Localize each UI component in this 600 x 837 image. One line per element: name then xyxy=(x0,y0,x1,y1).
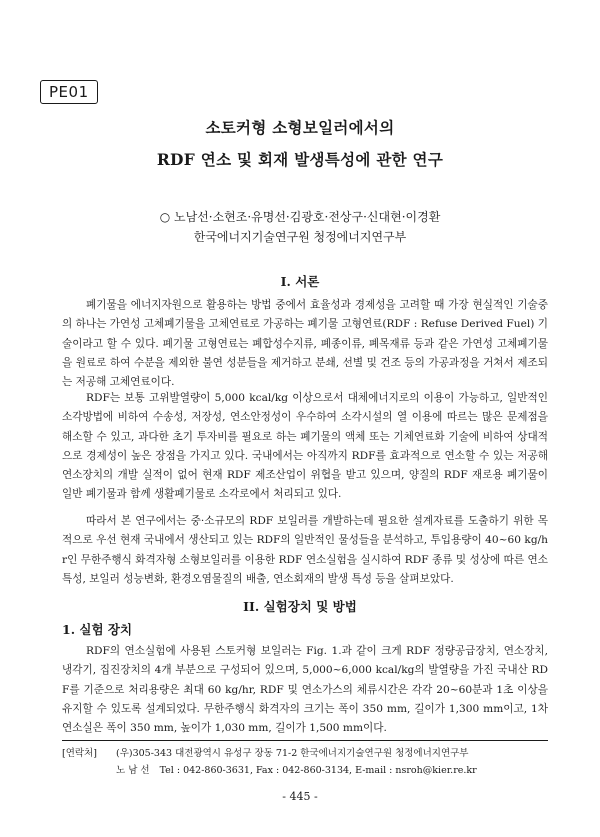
section-heading-introduction: I. 서론 xyxy=(280,274,320,289)
contact-line-2 xyxy=(62,763,548,778)
section-heading-methods: II. 실험장치 및 방법 xyxy=(243,599,357,614)
contact-name: 노 남 선 xyxy=(116,765,150,776)
subsection-heading-apparatus: 1. 실험 장치 xyxy=(62,622,133,637)
contact-phone-email: Tel : 042-860-3631, Fax : 042-860-3134, E-mail : nsroh@kier.re.kr xyxy=(159,765,477,776)
page-number: - 445 - xyxy=(282,790,318,803)
footnote-divider xyxy=(62,740,548,741)
session-code-box: PE01 xyxy=(40,80,98,104)
apparatus-paragraph-1: RDF의 연소실험에 사용된 스토커형 보일러는 Fig. 1.과 같이 크게 RDF 정량공급장치, 연소장치, 냉각기, 집진장치의 4개 부분으로 구성되어 있으며, 5,000~6,000 kcal/kg의 발열량을 가진 국내산 RDF를 기준으로 처리용량은 최대 60 kg/hr, RDF 및 연소가스의 체류시간은 각각 20~60분과 1초 이상을 유지할 수 있도록 설계되었다. 무한주행식 화격자의 크기는 폭이 350 mm, 길이가 1,300 mm이고, 1차 연소실은 폭이 350 mm, 높이가 1,030 mm, 길이가 1,500 mm이다. xyxy=(62,645,548,735)
paper-title-line-2: RDF 연소 및 회재 발생특성에 관한 연구 xyxy=(156,150,444,169)
affiliation: 한국에너지기술연구원 청정에너지연구부 xyxy=(193,230,407,244)
intro-paragraph-2: RDF는 보통 고위발열량이 5,000 kcal/kg 이상으로서 대체에너지로의 이용이 가능하고, 일반적인 소각방법에 비하여 수송성, 저장성, 연소안정성이 우수하여 소각시설의 열 이용에 따르는 많은 문제점을 해소할 수 있고, 과다한 초기 투자비를 필요로 하는 폐기물의 액체 또는 기체연료화 기술에 비하여 상대적으로 경제성이 높은 장점을 가지고 있다. 국내에서는 아직까지 RDF를 효과적으로 연소할 수 있는 저공해 연소장치의 개발 실적이 없어 현재 RDF 제조산업이 위협을 받고 있으며, 양질의 RDF 재로용 폐기물이 일반 폐기물과 함께 생활폐기물로 소각로에서 처리되고 있다. xyxy=(62,392,548,501)
author-list: ○ 노남선·소현조·유명선·김광호·전상구·신대현·이경환 xyxy=(159,210,441,224)
intro-paragraph-1: 폐기물을 에너지자원으로 활용하는 방법 중에서 효율성과 경제성을 고려할 때 가장 현실적인 기술중의 하나는 가연성 고체폐기물을 고체연료로 가공하는 폐기물 고형연료(RDF : Refuse Derived Fuel) 기술이라고 할 수 있다. 폐기물 고형연료는 폐합성수지류, 폐종이류, 폐목재류 등과 같은 가연성 고체폐기물을 원료로 하여 수분을 제외한 불연 성분들을 제거하고 분쇄, 선별 및 건조 등의 가공과정을 거쳐서 제조되는 저공해 고체연료이다. xyxy=(62,299,548,389)
contact-label: [연락처] xyxy=(62,748,97,759)
intro-paragraph-3: 따라서 본 연구에서는 중·소규모의 RDF 보일러를 개발하는데 필요한 설계자료를 도출하기 위한 목적으로 우선 현재 국내에서 생산되고 있는 RDF의 일반적인 물성들을 분석하고, 투입용량이 40~60 kg/hr인 무한주행식 화격자형 소형보일러를 이용한 RDF 연소실험을 실시하여 RDF 종류 및 성상에 따른 연소특성, 보일러 성능변화, 환경오염물질의 배출, 연소회재의 발생 특성 등을 살펴보았다. xyxy=(62,515,548,585)
paper-title-line-1: 소토커형 소형보일러에서의 xyxy=(205,118,395,137)
contact-line-1 xyxy=(62,746,548,761)
contact-address: (우)305-343 대전광역시 유성구 장동 71-2 한국에너지기술연구원 청정에너지연구부 xyxy=(116,748,469,759)
